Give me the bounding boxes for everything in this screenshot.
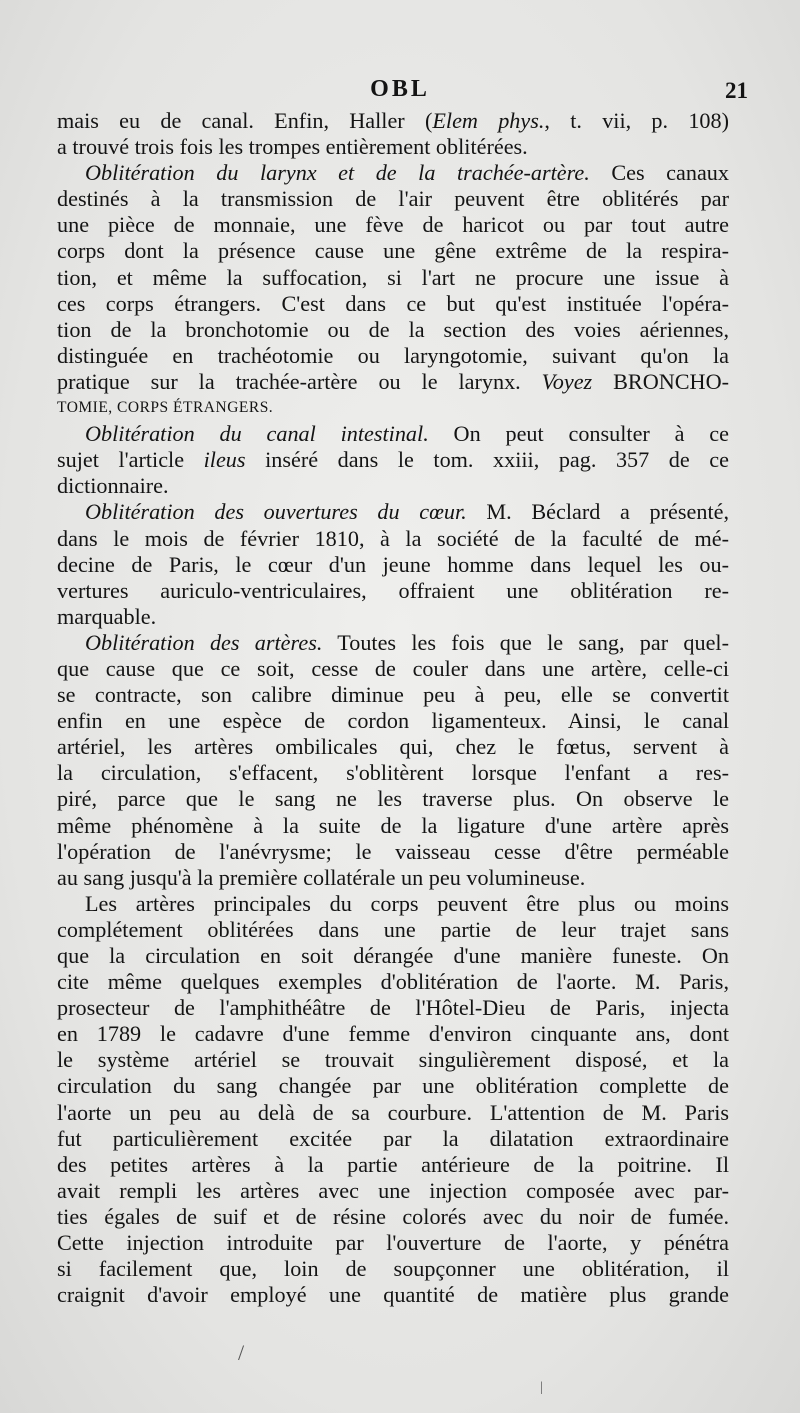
text-line: Les artères principales du corps peuvent être plus ou moins	[85, 890, 729, 916]
running-head	[55, 76, 748, 108]
text-line: decine de Paris, le cœur d'un jeune homme dans lequel les ou-	[57, 551, 729, 577]
text-line: destinés à la transmission de l'air peuvent être oblitérés par	[57, 186, 729, 212]
text-line: dans le mois de février 1810, à la société de la faculté de mé-	[57, 525, 729, 551]
text-line: avait rempli les artères avec une injection composée avec par-	[57, 1177, 729, 1203]
text-line: tion, et même la suffocation, si l'art ne procure une issue à	[57, 264, 729, 290]
text-line: l'opération de l'anévrysme; le vaisseau cesse d'être perméable	[57, 838, 729, 864]
text-line: prosecteur de l'amphithéâtre de l'Hôtel-Dieu de Paris, injecta	[57, 995, 729, 1021]
text-line: sujet l'article ileus inséré dans le tom. xxiii, pag. 357 de ce	[57, 447, 729, 473]
text-line: dictionnaire.	[57, 473, 169, 499]
text-line: artériel, les artères ombilicales qui, chez le fœtus, servent à	[57, 734, 729, 760]
text-line: tion de la bronchotomie ou de la section des voies aériennes,	[57, 316, 729, 342]
text-line: si facilement que, loin de soupçonner une oblitération, il	[57, 1256, 729, 1282]
text-line: en 1789 le cadavre d'une femme d'environ cinquante ans, dont	[57, 1021, 729, 1047]
text-line: complétement oblitérées dans une partie de leur trajet sans	[57, 916, 729, 942]
text-line: la circulation, s'effacent, s'oblitèrent lorsque l'enfant a res-	[57, 760, 729, 786]
section-heading-line: Oblitération du larynx et de la trachée-artère. Ces canaux	[85, 160, 729, 186]
text-line: que cause que ce soit, cesse de couler dans une artère, celle-ci	[57, 655, 729, 681]
text-line: ties égales de suif et de résine colorés avec du noir de fumée.	[57, 1203, 729, 1229]
text-line: l'aorte un peu au delà de sa courbure. L'attention de M. Paris	[57, 1099, 729, 1125]
text-line: au sang jusqu'à la première collatérale un peu volumineuse.	[57, 864, 586, 890]
text-line: cite même quelques exemples d'oblitération de l'aorte. M. Paris,	[57, 969, 729, 995]
body-text	[57, 108, 729, 1308]
text-line: une pièce de monnaie, une fève de haricot ou par tout autre	[57, 212, 729, 238]
paper-speck: /	[238, 1340, 245, 1365]
text-line: corps dont la présence cause une gêne extrême de la respira-	[57, 238, 729, 264]
section-heading-line: Oblitération des artères. Toutes les fois que le sang, par quel-	[85, 629, 729, 655]
text-line: que la circulation en soit dérangée d'une manière funeste. On	[57, 943, 729, 968]
text-line: a trouvé trois fois les trompes entièrement oblitérées.	[57, 134, 528, 160]
text-line: le système artériel se trouvait singulièrement disposé, et la	[57, 1047, 729, 1073]
section-heading-line: Oblitération des ouvertures du cœur. M. Béclard a présenté,	[85, 499, 730, 525]
page-number: 21	[725, 78, 748, 103]
running-head-title: OBL	[370, 76, 430, 102]
section-heading-line: Oblitération du canal intestinal. On peut consulter à ce	[85, 421, 729, 447]
text-line: même phénomène à la suite de la ligature d'une artère après	[57, 812, 729, 838]
text-line: vertures auriculo-ventriculaires, offraient une oblitération re-	[57, 577, 729, 603]
text-line: pratique sur la trachée-artère ou le larynx. Voyez BRONCHO-	[57, 368, 729, 394]
text-line: mais eu de canal. Enfin, Haller (Elem phys., t. vii, p. 108)	[57, 108, 729, 133]
text-line: craignit d'avoir employé une quantité de matière plus grande	[57, 1282, 729, 1308]
text-line: marquable.	[57, 603, 157, 629]
text-line: Cette injection introduite par l'ouverture de l'aorte, y pénétra	[57, 1230, 729, 1256]
text-line: distinguée en trachéotomie ou laryngotomie, suivant qu'on la	[57, 342, 729, 368]
text-line: se contracte, son calibre diminue peu à peu, elle se convertit	[57, 682, 729, 708]
text-line: enfin en une espèce de cordon ligamenteux. Ainsi, le canal	[57, 708, 729, 734]
text-line: TOMIE, CORPS ÉTRANGERS.	[57, 399, 274, 417]
text-line: des petites artères à la partie antérieure de la poitrine. Il	[57, 1151, 729, 1177]
paper-speck: |	[540, 1380, 543, 1395]
text-line: ces corps étrangers. C'est dans ce but qu'est instituée l'opéra-	[57, 290, 729, 316]
text-line: piré, parce que le sang ne les traverse plus. On observe le	[57, 786, 729, 812]
text-line: fut particulièrement excitée par la dilatation extraordinaire	[57, 1125, 729, 1151]
text-line: circulation du sang changée par une oblitération complette de	[57, 1073, 729, 1099]
